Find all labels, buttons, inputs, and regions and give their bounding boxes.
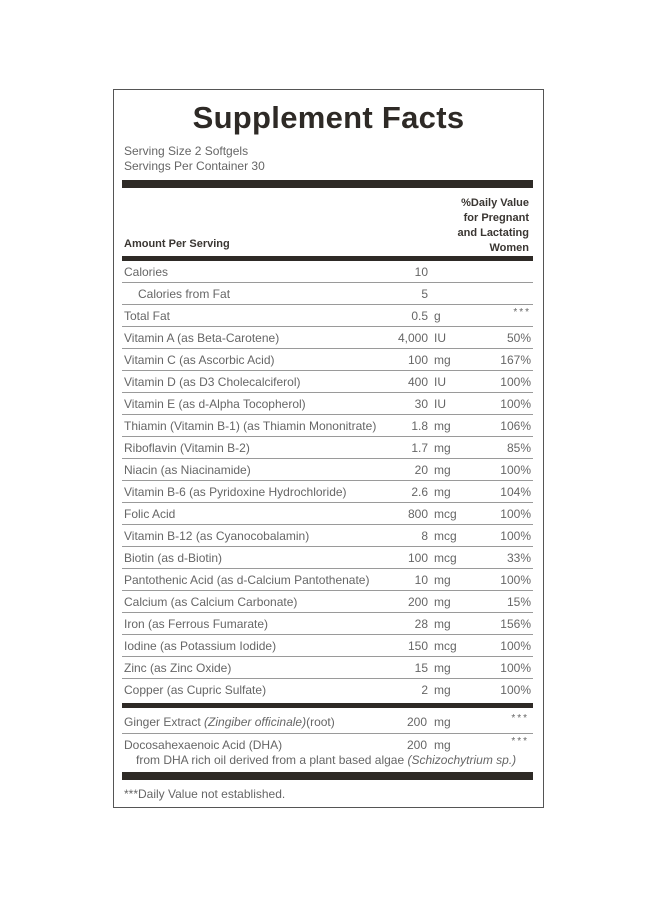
- nutrient-daily-value: 50%: [506, 331, 531, 345]
- footnote: ***Daily Value not established.: [124, 787, 286, 801]
- nutrient-row: [122, 459, 533, 481]
- nutrient-daily-value: 100%: [500, 397, 531, 411]
- serving-size: Serving Size 2 Softgels: [124, 144, 249, 158]
- nutrient-daily-value: 100%: [500, 661, 531, 675]
- nutrient-row: [122, 283, 533, 305]
- nutrient-daily-value: 100%: [500, 507, 531, 521]
- nutrient-daily-value: 100%: [500, 639, 531, 653]
- nutrient-row: [122, 371, 533, 393]
- nutrient-amount: 30: [414, 397, 428, 411]
- nutrient-daily-value: 15%: [506, 595, 531, 609]
- nutrient-unit: mcg: [434, 639, 457, 653]
- nutrient-name: Calories from Fat: [138, 287, 231, 301]
- nutrient-amount: 150: [407, 639, 428, 653]
- dv-header-line: and Lactating: [457, 227, 529, 239]
- nutrient-row: [122, 613, 533, 635]
- nutrient-daily-value: 104%: [500, 485, 531, 499]
- nutrient-amount: 2.6: [411, 485, 428, 499]
- nutrient-row: [122, 591, 533, 613]
- nutrient-name: Copper (as Cupric Sulfate): [124, 683, 267, 697]
- nutrient-unit: mcg: [434, 507, 457, 521]
- nutrient-unit: mg: [434, 573, 451, 587]
- dv-header-line: Women: [489, 242, 529, 254]
- nutrient-unit: mg: [434, 617, 451, 631]
- nutrient-unit: mcg: [434, 529, 457, 543]
- nutrient-row: [122, 327, 533, 349]
- nutrient-unit: mg: [434, 595, 451, 609]
- nutrient-name: Thiamin (Vitamin B-1) (as Thiamin Mononitrate): [124, 419, 377, 433]
- ginger-amount: 200: [407, 715, 428, 729]
- nutrient-unit: IU: [434, 375, 446, 389]
- daily-value-header: [439, 196, 529, 256]
- amount-per-serving-header: Amount Per Serving: [124, 238, 230, 250]
- nutrient-daily-value: 106%: [500, 419, 531, 433]
- nutrient-row: [122, 679, 533, 701]
- nutrient-name: Iodine (as Potassium Iodide): [124, 639, 277, 653]
- nutrient-amount: 10: [414, 573, 428, 587]
- nutrient-name: Vitamin C (as Ascorbic Acid): [124, 353, 275, 367]
- nutrient-amount: 1.8: [411, 419, 428, 433]
- nutrient-amount: 15: [414, 661, 428, 675]
- dha-dv: ***: [511, 736, 529, 747]
- nutrient-row: [122, 415, 533, 437]
- nutrient-name: Zinc (as Zinc Oxide): [124, 661, 232, 675]
- nutrient-daily-value: 100%: [500, 463, 531, 477]
- nutrient-row: [122, 503, 533, 525]
- dha-unit: mg: [434, 738, 451, 752]
- nutrient-amount: 800: [407, 507, 428, 521]
- nutrient-row: [122, 657, 533, 679]
- nutrient-unit: mg: [434, 485, 451, 499]
- nutrient-daily-value: 100%: [500, 683, 531, 697]
- nutrient-name: Biotin (as d-Biotin): [124, 551, 223, 565]
- ginger-name: Ginger Extract (Zingiber officinale)(root): [124, 715, 335, 729]
- top-divider-bar: [122, 180, 533, 188]
- supplement-facts-panel: [113, 89, 544, 808]
- nutrient-amount: 20: [414, 463, 428, 477]
- nutrient-amount: 0.5: [411, 309, 428, 323]
- nutrient-unit: g: [434, 309, 441, 323]
- nutrient-name: Total Fat: [124, 309, 171, 323]
- nutrient-amount: 400: [407, 375, 428, 389]
- nutrient-daily-value: 33%: [506, 551, 531, 565]
- nutrient-daily-value: 100%: [500, 573, 531, 587]
- dha-name: Docosahexaenoic Acid (DHA): [124, 738, 283, 752]
- nutrient-daily-value: 100%: [500, 529, 531, 543]
- panel-title: Supplement Facts: [192, 100, 465, 135]
- nutrient-unit: mg: [434, 683, 451, 697]
- nutrient-amount: 100: [407, 551, 428, 565]
- nutrient-name: Vitamin A (as Beta-Carotene): [124, 331, 280, 345]
- dv-header-line: %Daily Value: [461, 197, 529, 209]
- nutrient-name: Calcium (as Calcium Carbonate): [124, 595, 298, 609]
- nutrient-amount: 1.7: [411, 441, 428, 455]
- nutrient-row: [122, 635, 533, 657]
- nutrient-amount: 28: [414, 617, 428, 631]
- nutrient-name: Vitamin B-12 (as Cyanocobalamin): [124, 529, 310, 543]
- nutrient-amount: 100: [407, 353, 428, 367]
- nutrient-row: [122, 349, 533, 371]
- nutrient-row: [122, 261, 533, 283]
- nutrient-name: Niacin (as Niacinamide): [124, 463, 251, 477]
- nutrient-name: Pantothenic Acid (as d-Calcium Pantothenate): [124, 573, 370, 587]
- nutrient-unit: mg: [434, 463, 451, 477]
- nutrient-name: Calories: [124, 265, 169, 279]
- ginger-divider: [122, 733, 533, 734]
- nutrient-row: [122, 437, 533, 459]
- nutrient-row: [122, 569, 533, 591]
- dha-source: from DHA rich oil derived from a plant based algae (Schizochytrium sp.): [136, 753, 517, 767]
- nutrient-daily-value: 167%: [500, 353, 531, 367]
- nutrient-daily-value: 100%: [500, 375, 531, 389]
- nutrient-daily-value: 156%: [500, 617, 531, 631]
- nutrient-unit: mg: [434, 419, 451, 433]
- mid-divider-bar: [122, 703, 533, 708]
- nutrient-name: Riboflavin (Vitamin B-2): [124, 441, 250, 455]
- bottom-divider-bar: [122, 772, 533, 780]
- nutrient-name: Folic Acid: [124, 507, 176, 521]
- nutrient-unit: IU: [434, 397, 446, 411]
- nutrient-amount: 200: [407, 595, 428, 609]
- nutrient-unit: mcg: [434, 551, 457, 565]
- dha-amount: 200: [407, 738, 428, 752]
- nutrient-name: Vitamin B-6 (as Pyridoxine Hydrochloride): [124, 485, 347, 499]
- nutrient-row: [122, 305, 533, 327]
- ginger-unit: mg: [434, 715, 451, 729]
- nutrient-amount: 5: [421, 287, 428, 301]
- nutrient-amount: 10: [414, 265, 428, 279]
- nutrient-name: Vitamin D (as D3 Cholecalciferol): [124, 375, 301, 389]
- dv-header-line: for Pregnant: [463, 212, 529, 224]
- servings-per-container: Servings Per Container 30: [124, 159, 265, 173]
- nutrient-amount: 2: [421, 683, 428, 697]
- nutrient-name: Iron (as Ferrous Fumarate): [124, 617, 269, 631]
- nutrient-row: [122, 393, 533, 415]
- nutrient-row: [122, 525, 533, 547]
- nutrient-daily-value: 85%: [506, 441, 531, 455]
- nutrient-daily-value: ***: [513, 307, 531, 318]
- nutrient-name: Vitamin E (as d-Alpha Tocopherol): [124, 397, 306, 411]
- nutrient-row: [122, 547, 533, 569]
- nutrient-unit: IU: [434, 331, 446, 345]
- nutrient-row: [122, 481, 533, 503]
- nutrient-unit: mg: [434, 353, 451, 367]
- nutrient-unit: mg: [434, 441, 451, 455]
- nutrient-unit: mg: [434, 661, 451, 675]
- nutrient-amount: 4,000: [397, 331, 428, 345]
- nutrient-amount: 8: [421, 529, 428, 543]
- ginger-dv: ***: [511, 713, 529, 724]
